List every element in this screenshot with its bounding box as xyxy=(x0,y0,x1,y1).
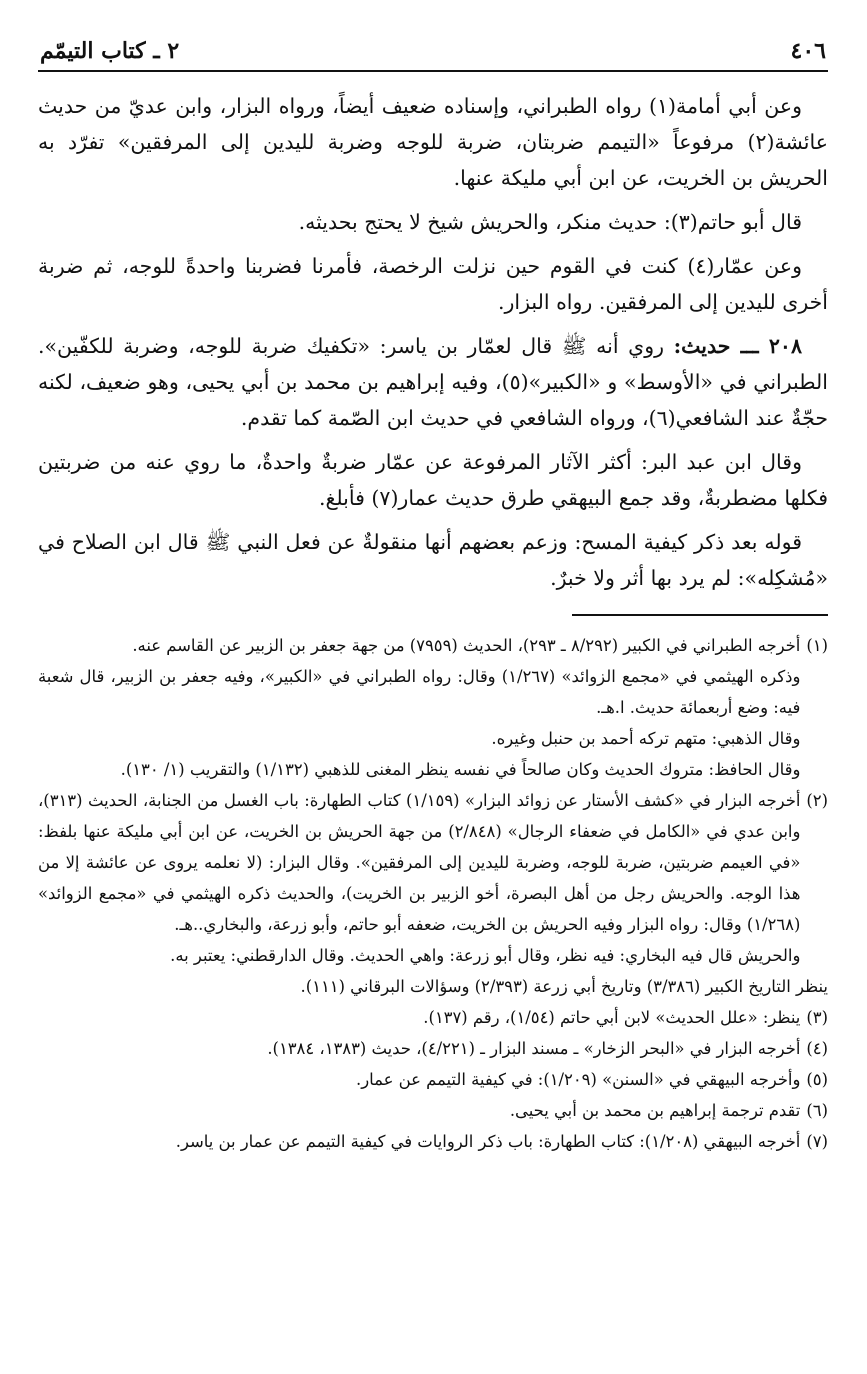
page-number: ٤٠٦ xyxy=(790,38,826,64)
footnote-text: أخرجه الطبراني في الكبير (٨/٢٩٢ ـ ٢٩٣)، الحديث (٧٩٥٩) من جهة جعفر بن الزبير عن القاسم عنه. xyxy=(132,636,801,655)
footnote-number: (٣) xyxy=(806,1008,828,1027)
page-header xyxy=(38,38,828,72)
footnote-2 xyxy=(38,785,828,971)
footnote-number: (١) xyxy=(806,636,828,655)
footnote-1 xyxy=(38,630,828,785)
footnote-text: وذكره الهيثمي في «مجمع الزوائد» (١/٢٦٧) وقال: رواه الطبراني في «الكبير»، وفيه جعفر بن الزبير، قال شعبة فيه: وضع أربعمائة حديث. ا.هـ. xyxy=(38,667,801,717)
hadith-208-lead: ٢٠٨ ـــ حديث: xyxy=(673,334,802,358)
paragraph-abu-hatim: قال أبو حاتم(٣): حديث منكر، والحريش شيخ لا يحتج بحديثه. xyxy=(298,210,802,234)
footnote-5 xyxy=(38,1064,828,1095)
paragraph-ammar: وعن عمّار(٤) كنت في القوم حين نزلت الرخصة، فأمرنا فضربنا واحدةً للوجه، ثم ضربة أخرى لليدين إلى المرفقين. رواه البزار. xyxy=(38,254,828,314)
footnote-text: تقدم ترجمة إبراهيم بن محمد بن أبي يحيى. xyxy=(509,1101,801,1120)
footnotes xyxy=(38,630,828,1157)
footnote-text: وقال الذهبي: متهم تركه أحمد بن حنبل وغيره. xyxy=(491,729,801,748)
footnote-7 xyxy=(38,1126,828,1157)
footnote-number: (٥) xyxy=(806,1070,828,1089)
footnote-text: وقال الحافظ: متروك الحديث وكان صالحاً في نفسه ينظر المغنى للذهبي (١/١٣٢) والتقريب (١/ ١٣٠). xyxy=(120,760,801,779)
paragraph-ibn-abd-al-barr: وقال ابن عبد البر: أكثر الآثار المرفوعة عن عمّار ضربةٌ واحدةٌ، ما روي عنه من ضربتين فكلها مضطربةٌ، وقد جمع البيهقي طرق حديث عمار(٧) فأبلغ. xyxy=(38,450,828,510)
footnote-6 xyxy=(38,1095,828,1126)
footnote-2-continuation: ينظر التاريخ الكبير (٣/٣٨٦) وتاريخ أبي زرعة (٢/٣٩٣) وسؤالات البرقاني (١١١). xyxy=(300,977,828,996)
hadith-208 xyxy=(38,328,828,436)
footnote-text: أخرجه البزار في «كشف الأستار عن زوائد البزار» (١/١٥٩) كتاب الطهارة: باب الغسل من الجنابة، الحديث (٣١٣)، وابن عدي في «الكامل في ضعفاء الرجال» (٢/٨٤٨) من جهة الحريش بن الخريت، عن ابن أبي مليكة عنها بلفظ: «في العيمم ضربتين، ضربة للوجه، وضربة لليدين إلى المرفقين». وقال البزار: (لا نعلمه يروى عن عائشة إلا من هذا الوجه. والحريش رجل من أهل البصرة، أخو الزبير بن الخريت)، والحديث ذكره الهيثمي في «مجمع الزوائد» (١/٢٦٨) وقال: رواه البزار وفيه الحريش بن الخريت، ضعفه أبو حاتم، وأبو زرعة، والبخاري..هـ. xyxy=(38,791,801,934)
main-text xyxy=(38,88,828,596)
footnote-number: (٢) xyxy=(806,791,828,810)
footnote-4 xyxy=(38,1033,828,1064)
footnote-text: أخرجه البزار في «البحر الزخار» ـ مسند البزار ـ (٤/٢٢١)، حديث (١٣٨٣، ١٣٨٤). xyxy=(267,1039,801,1058)
footnote-text: ينظر: «علل الحديث» لابن أبي حاتم (١/٥٤)، رقم (١٣٧). xyxy=(423,1008,801,1027)
footnote-number: (٧) xyxy=(806,1132,828,1151)
footnote-text: وأخرجه البيهقي في «السنن» (١/٢٠٩): في كيفية التيمم عن عمار. xyxy=(356,1070,801,1089)
footnote-number: (٦) xyxy=(806,1101,828,1120)
hadith-208-body: روي أنه ﷺ قال لعمّار بن ياسر: «تكفيك ضربة للوجه، وضربة للكفّين». الطبراني في «الأوسط» و «الكبير»(٥)، وفيه إبراهيم بن محمد بن أبي يحيى، وهو ضعيف، لكنه حجّةٌ عند الشافعي(٦)، ورواه الشافعي في حديث ابن الصّمة كما تقدم. xyxy=(38,334,828,430)
book-page xyxy=(38,38,828,1157)
chapter-title: ٢ ـ كتاب التيمّم xyxy=(40,38,180,64)
footnote-divider xyxy=(572,614,828,616)
paragraph-abu-umama: وعن أبي أمامة(١) رواه الطبراني، وإسناده ضعيف أيضاً، ورواه البزار، وابن عديّ من حديث عائشة(٢) مرفوعاً «التيمم ضربتان، ضربة للوجه وضربة لليدين إلى المرفقين» تفرّد به الحريش بن الخريت، عن ابن أبي مليكة عنها. xyxy=(38,94,828,190)
footnote-number: (٤) xyxy=(806,1039,828,1058)
footnote-3 xyxy=(38,1002,828,1033)
footnote-text: والحريش قال فيه البخاري: فيه نظر، وقال أبو زرعة: واهي الحديث. وقال الدارقطني: يعتبر به. xyxy=(170,946,801,965)
paragraph-ibn-al-salah: قوله بعد ذكر كيفية المسح: وزعم بعضهم أنها منقولةٌ عن فعل النبي ﷺ قال ابن الصلاح في «مُشكِله»: لم يرد بها أثر ولا خبرٌ. xyxy=(38,530,828,590)
footnote-text: أخرجه البيهقي (١/٢٠٨): كتاب الطهارة: باب ذكر الروايات في كيفية التيمم عن عمار بن ياسر. xyxy=(175,1132,801,1151)
